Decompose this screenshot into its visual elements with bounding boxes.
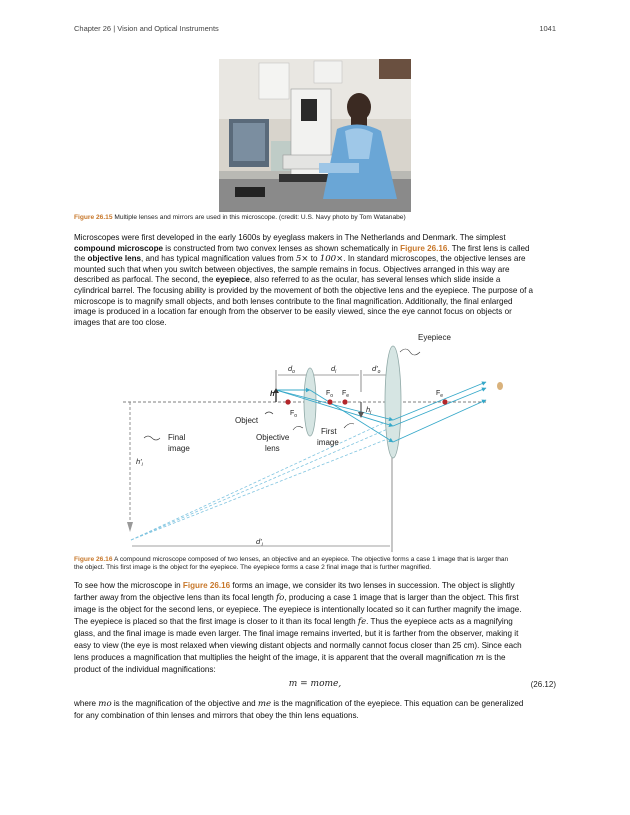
compound-microscope-diagram <box>118 330 518 552</box>
text-line: the objective lens, and has typical magnification values from 5× to 100×. In standard microscopes, the objective lenses are <box>74 254 526 265</box>
svg-text:d′i: $d'_i$ <box>256 537 263 548</box>
svg-text:do: $d_o$ <box>288 364 295 375</box>
svg-text:di: $d_i$ <box>331 364 337 375</box>
text-line: glass, and the final image is made even larger. The final image remains inverted, but it is farther from the observer, making it <box>74 629 519 639</box>
caption-text: Multiple lenses and mirrors are used in this microscope. (credit: U.S. Navy photo by Tom Watanabe) <box>114 214 406 221</box>
page-number: 1041 <box>539 24 556 33</box>
svg-text:Final: Final <box>168 433 186 442</box>
paragraph-magnification <box>74 698 556 722</box>
svg-text:Fo: $F_o$ <box>326 390 334 399</box>
paragraph-microscopes-intro <box>74 233 556 328</box>
equation-26-12 <box>74 679 556 693</box>
chapter-title: Chapter 26 | Vision and Optical Instruments <box>74 24 219 33</box>
svg-text:h′i: $h'_i$ <box>136 457 143 468</box>
text-line: farther away from the objective lens than its focal length fo, producing a case 1 image that is larger than the object. This first <box>74 592 519 603</box>
text-line: mounted such that when you switch between objectives, the sample remains in focus. Objectives arranged in this way are <box>74 264 510 274</box>
equation-expression: m = mome, <box>288 679 342 689</box>
figure-link[interactable]: Figure 26.16 <box>400 243 448 253</box>
text-line: lens produces a magnification that multiplies the height of the image, it is apparent that the overall magnification m is the <box>74 652 506 663</box>
svg-text:image: image <box>317 438 339 447</box>
figure-label: Figure 26.16 <box>74 556 113 563</box>
equation-number: (26.12) <box>530 680 556 689</box>
text-line: compound microscope is constructed from two convex lenses as shown schematically in Figure 26.16. The first lens is called <box>74 243 530 253</box>
text-line: Microscopes were first developed in the early 1600s by eyeglass makers in The Netherlands and Denmark. The simplest <box>74 233 506 242</box>
figure-link[interactable]: Figure 26.16 <box>182 581 231 590</box>
svg-text:lens: lens <box>265 444 280 453</box>
svg-text:First: First <box>321 427 337 436</box>
svg-text:Fe: $F_e$ <box>342 390 350 399</box>
label-object: Object <box>235 416 259 425</box>
text-line: images that are too close. <box>74 317 167 327</box>
text-line: product of the individual magnifications: <box>74 665 216 675</box>
svg-text:Fe: $F_e$ <box>436 390 444 399</box>
microscope-photo <box>219 59 411 212</box>
text-line: To see how the microscope in Figure 26.16 forms an image, we consider its two lenses in succession. The object is slightly <box>74 581 515 590</box>
text-line: The eyepiece is placed so that the first image is closer to it than its focal length fe. Thus the eyepiece acts as a magnifying <box>74 616 513 627</box>
label-h: h <box>270 389 275 398</box>
figure-26-16-caption: Figure 26.16 A compound microscope composed of two lenses, an objective and an eyepiece. The objective forms a case 1 image that is larger than the object. This first image is the object for the eyepiece. The eyepiece forms a case 2 final image that is further magnified. <box>74 556 509 572</box>
svg-text:image: image <box>168 444 190 453</box>
svg-text:d′o: $d'_o$ <box>372 364 381 375</box>
text-line: for any combination of thin lenses and mirrors that obey the thin lens equations. <box>74 711 359 720</box>
text-line: image is the object for the second lens, or eyepiece. The eyepiece is intentionally located so it can further magnify the image. <box>74 605 522 615</box>
svg-text:Fo: $F_o$ <box>290 410 298 419</box>
text-line: cylindrical barrel. The focusing ability is provided by the movement of both the objective lens and the eyepiece. The purpose of a <box>74 285 534 295</box>
term-objective-lens: objective lens <box>87 254 142 264</box>
page-header <box>74 24 556 36</box>
text-line: where mo is the magnification of the objective and me is the magnification of the eyepiece. This equation can be generalized <box>74 699 524 709</box>
text-line: described as parfocal. The second, the eyepiece, also referred to as the ocular, has several lenses which slide inside a <box>74 275 501 285</box>
figure-26-15-caption <box>74 214 556 222</box>
text-line: easy to view (the eye is most relaxed when viewing distant objects and normally cannot focus closer than 25 cm). Since each <box>74 640 522 650</box>
text-line: microscope is to magnify small objects, and both lenses contribute to the final magnification. Additionally, the final enlarged <box>74 296 513 306</box>
term-eyepiece: eyepiece <box>215 275 250 285</box>
label-eyepiece: Eyepiece <box>418 333 451 342</box>
figure-label: Figure 26.15 <box>74 214 113 221</box>
paragraph-image-formation <box>74 580 556 676</box>
term-compound-microscope: compound microscope <box>74 243 164 253</box>
svg-text:hi: $h_i$ <box>366 405 372 416</box>
svg-text:Objective: Objective <box>256 433 290 442</box>
text-line: image is produced in a location far enough from the observer to be easily viewed, since the eye cannot focus on objects or <box>74 307 512 317</box>
